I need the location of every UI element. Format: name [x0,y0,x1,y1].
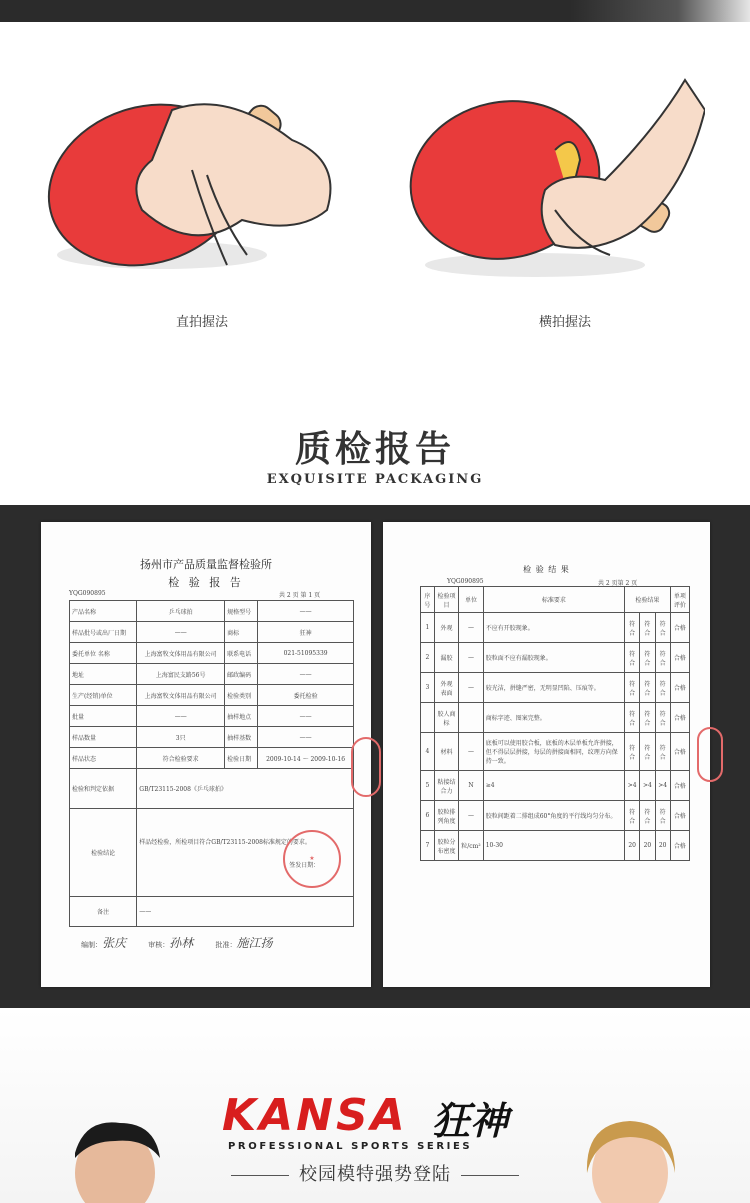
results-cell: — [459,613,483,643]
inspection-report-page-1 [41,522,371,987]
results-cell: 2 [421,643,435,673]
results-header-cell: 单位 [459,587,483,613]
results-cell: 7 [421,831,435,861]
report-field-label: 产品名称 [70,601,137,622]
results-cell: 合格 [670,733,689,771]
report-field-value: —— [258,706,354,727]
results-cell: ≥4 [483,771,624,801]
shakehand-grip-illustration [405,70,705,300]
section-heading [0,428,750,487]
results-row [421,771,690,801]
results-number: YQG090895 [447,578,484,585]
section-subtitle: EXQUISITE PACKAGING [266,472,484,487]
remark-value: —— [137,897,354,927]
top-dark-strip [0,0,750,22]
reviewer-label: 审核： [148,941,170,949]
penhold-grip-illustration [42,70,342,300]
report-field-value: —— [137,706,225,727]
results-header-cell: 标准要求 [483,587,624,613]
results-cell: 符合 [625,733,640,771]
results-cell: 3 [421,673,435,703]
results-row [421,801,690,831]
results-cell: 符合 [640,613,655,643]
issuer-label: 批准： [215,941,237,949]
report-field-value: 符合检验要求 [137,748,225,769]
conclusion-label: 检验结论 [70,809,137,897]
results-cell: 符合 [640,733,655,771]
results-cell: >4 [640,771,655,801]
results-cell: 底板可以使用胶合板，底板的木层单板允许拼接，但不得层层拼接，每层的拼接面相同，纹理方向保持一致。 [483,733,624,771]
kansa-logo: KANSA [222,1090,408,1141]
report-field-label: 生产(经销)单位 [70,685,137,706]
reviewer-signature: 孙林 [169,936,194,950]
results-cell: 符合 [655,673,670,703]
results-cell: 外观 表面 [434,673,459,703]
results-cell: — [459,673,483,703]
results-cell: 20 [640,831,655,861]
report-field-label: 地址 [70,664,137,685]
sign-date-label: 签发日期： [289,861,320,869]
results-cell: 合格 [670,703,689,733]
results-cell: 合格 [670,643,689,673]
report-field-label: 抽样地点 [225,706,258,727]
male-model-photo [60,1113,170,1203]
report-field-label: 规格型号 [225,601,258,622]
results-cell: 符合 [655,733,670,771]
results-cell: 粒/cm² [459,831,483,861]
approver-label: 编制： [81,941,102,949]
results-cell: 商标字迹、图案完整。 [483,703,624,733]
results-cell: — [459,733,483,771]
results-title: 检 验 结 果 [523,565,570,574]
results-cell: 符合 [640,643,655,673]
results-cell: 符合 [655,801,670,831]
results-row [421,831,690,861]
issuer-signature: 施江扬 [236,936,273,950]
report-field-value: 2009-10-14 ～ 2009-10-16 [258,748,354,769]
results-cell: 符合 [625,613,640,643]
series-tagline: PROFESSIONAL SPORTS SERIES [228,1141,473,1152]
penhold-grip-label: 直拍握法 [175,315,228,330]
report-info-row [70,685,354,706]
results-cell: 符合 [625,643,640,673]
results-row [421,643,690,673]
results-cell [459,703,483,733]
results-header-cell: 单项评价 [670,587,689,613]
report-field-label: 邮政编码 [225,664,258,685]
report-info-row [70,748,354,769]
results-cell: 合格 [670,673,689,703]
results-row [421,673,690,703]
report-field-value: —— [258,664,354,685]
results-cell: 不应有开胶现象。 [483,613,624,643]
results-cell: 符合 [640,703,655,733]
results-row [421,733,690,771]
report-title: 检 验 报 告 [168,576,244,589]
report-field-label: 联系电话 [225,643,258,664]
report-info-row [70,622,354,643]
results-cell: 较光洁，拼缝严密，无明显凹陷、压痕等。 [483,673,624,703]
results-cell: 合格 [670,771,689,801]
report-field-value: 上海富牧文体用品有限公司 [137,643,225,664]
report-field-label: 商标 [225,622,258,643]
results-cell: 6 [421,801,435,831]
report-field-label: 检验类别 [225,685,258,706]
results-cell: 外观 [434,613,459,643]
results-cell: 4 [421,733,435,771]
report-field-value: 狂神 [258,622,354,643]
results-cell: 5 [421,771,435,801]
results-cell: 符合 [625,801,640,831]
report-field-value: 3只 [137,727,225,748]
report-field-value: 上海富民支路56号 [137,664,225,685]
report-field-label: 样品批号或出厂日期 [70,622,137,643]
basis-label: 检验和判定依据 [70,769,137,809]
results-cell: N [459,771,483,801]
results-cell: 符合 [655,613,670,643]
report-field-value: 021-51095339 [258,643,354,664]
results-row [421,613,690,643]
results-cell: — [459,643,483,673]
female-model-photo [575,1113,685,1203]
inspection-seal: ★ [283,830,341,888]
conclusion-text: 样品经检验，所检项目符合GB/T23115-2008标准规定的要求。 [139,838,311,846]
results-header-cell: 检验结果 [625,587,671,613]
results-cell: 合格 [670,801,689,831]
report-org: 扬州市产品质量监督检验所 [140,558,272,571]
results-cell: 粘接结合力 [434,771,459,801]
overflow-seal [351,737,381,797]
report-field-label: 样品数量 [70,727,137,748]
report-info-row [70,727,354,748]
results-table [420,586,690,861]
report-number: YQG090895 [69,590,106,597]
results-cell: 材料 [434,733,459,771]
report-field-value: —— [258,727,354,748]
overflow-seal-2 [697,727,723,782]
report-field-value: 上海富牧文体用品有限公司 [137,685,225,706]
results-cell: 20 [655,831,670,861]
results-cell: >4 [655,771,670,801]
results-cell: 符合 [655,703,670,733]
results-cell: 1 [421,613,435,643]
report-field-label: 检验日期 [225,748,258,769]
approver-signature: 张庆 [102,936,127,950]
results-cell: 漏胶 [434,643,459,673]
report-field-value: 乒乓球拍 [137,601,225,622]
results-cell: 胶粒分布密度 [434,831,459,861]
remark-label: 备注 [70,897,137,927]
results-pages: 共 2 页第 2 页 [598,580,638,587]
report-field-value: —— [258,601,354,622]
report-info-row [70,706,354,727]
results-row [421,703,690,733]
results-cell: 胶人商标 [434,703,459,733]
results-cell: 胶粒间距着二排组成60°角度的平行线均匀分布。 [483,801,624,831]
report-field-label: 批量 [70,706,137,727]
report-field-value: 委托检验 [258,685,354,706]
report-field-value: —— [137,622,225,643]
campus-slogan: 校园模特强势登陆 [0,1160,750,1186]
report-field-label: 委托单位 名称 [70,643,137,664]
results-cell: 10-30 [483,831,624,861]
results-cell: >4 [625,771,640,801]
results-cell: 合格 [670,613,689,643]
basis-value: GB/T23115-2008《乒乓球拍》 [137,769,354,809]
results-header-cell: 检验项目 [434,587,459,613]
results-cell: 胶粒面不应有漏胶现象。 [483,643,624,673]
section-title: 质检报告 [294,429,455,470]
report-info-row [70,664,354,685]
report-info-row [70,601,354,622]
shakehand-grip-label: 横拍握法 [538,315,591,330]
results-header-cell: 序号 [421,587,435,613]
results-cell: 符合 [625,673,640,703]
results-cell: 符合 [625,703,640,733]
results-cell: 符合 [655,643,670,673]
results-cell: 胶粒排列角度 [434,801,459,831]
results-cell: 合格 [670,831,689,861]
results-cell: — [459,801,483,831]
inspection-report-page-2 [383,522,710,987]
results-cell: 20 [625,831,640,861]
results-cell: 符合 [640,801,655,831]
report-info-row [70,643,354,664]
report-pages: 共 2 页 第 1 页 [279,592,321,599]
report-field-label: 抽样基数 [225,727,258,748]
report-field-label: 样品状态 [70,748,137,769]
kansa-logo-cn: 狂神 [432,1099,509,1143]
signatures [81,934,273,951]
results-cell [421,703,435,733]
results-cell: 符合 [640,673,655,703]
